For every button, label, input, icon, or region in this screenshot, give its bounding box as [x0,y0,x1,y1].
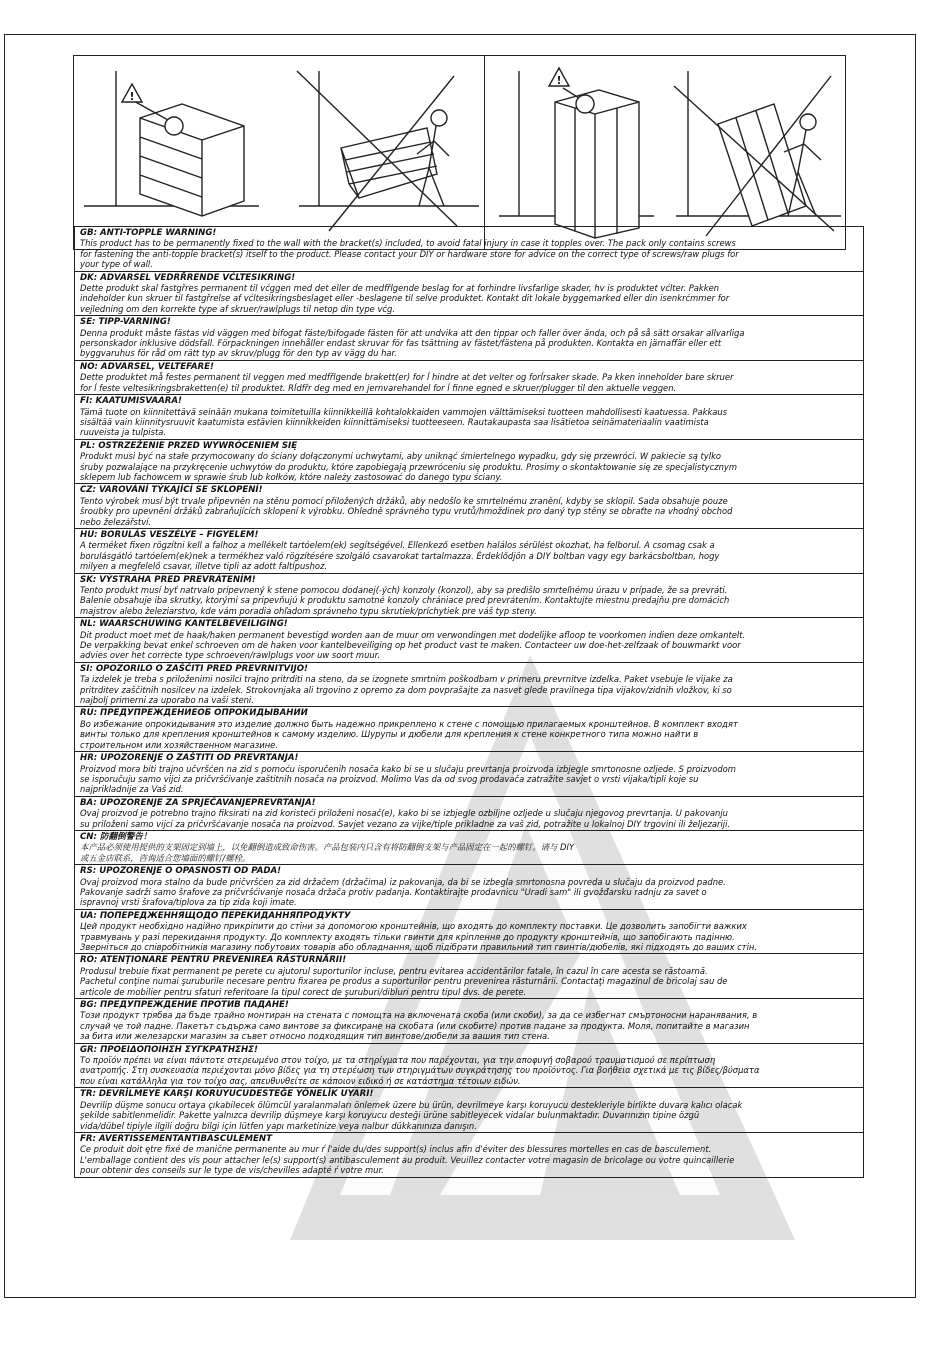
section-body: Dit product moet met de haak/haken permanent bevestigd worden aan de muur om verwondingen met dodelijke afloop te voorkomen indien deze omkantelt. De verpakking bevat enkel schroeven om de haken voor kantelbeveiliging op het product vast te maken. Contacteer uw doe-het-zelfzaak of bouwmarkt voor advies over het correcte type schroeven/rawlplugs voor uw soort muur. [80,629,746,661]
warning-section-rs [75,865,863,910]
warning-section-dk [75,272,863,317]
section-heading: SK: VÝSTRAHA PRED PREVRÁTENÍM! [80,574,256,585]
illustration-divider [484,56,485,249]
warning-icon: ! [129,90,135,103]
section-heading: DK: ADVARSEL VEDRŘRENDE VĆLTESIKRING! [80,272,296,283]
section-body: This product has to be permanently fixed to the wall with the bracket(s) included, to avoid fatal injury in case it topples over. The pack only contains screws for fastening the anti-topple bracket(s) itself to the product. Please contact your DIY or hardware store for advice on the correct type of screws/raw plugs for your type of wall. [80,238,739,270]
section-heading: CN: 防翻倒警告！ [80,831,152,842]
section-body: Во избежание опрокидывания это изделие должно быть надежно прикреплено к стене с помощью прилагаемых кронштейнов. В комплект входят винты только для крепления кронштейнов к самому изделию. Шурупы и дюбели для крепления к стене конкретного типа можно найти в строительном или хозяйственном магазине. [80,718,738,750]
section-body: Devrilip düşme sonucu ortaya çıkabilecek ölümcül yaralanmaları önlemek üzere bu ürün, devrilmeye karşı koruyucu destekleriyle birlikte duvara kalıcı olacak şekilde sabitlenmelidir. Pakette yalnızca devrilip düşmeye karşı koruyucu desteği ürüne sabitleyecek vidalar bulunmaktadır. Duvarınızın tipine özgü vida/dübel tipiyle ilgili doğru bilgi için lütfen yapı marketinize veya nalbur dükkanınıza danışın. [80,1099,743,1131]
section-body: Dette produktet må festes permanent til veggen med medfřlgende brakett(er) for ĺ hindre at det velter og forĺrsaker skade. Pa kken inneholder bare skruer for ĺ feste veltesikringsbraketten(e) til produktet. Rĺdfřr deg med en jernvarehandel for ĺ finne egned e skruer/plugger til den aktuelle veggen. [80,372,734,393]
section-heading: HR: UPOZORENJE O ZAŠTITI OD PREVRTANJA! [80,753,299,764]
section-body: A terméket fixen rögzítni kell a falhoz a mellékelt tartóelem(ek) segítségével. Ellenkező esetben halálos sérülést okozhat, ha felborul. A csomag csak a borulásgátló tartóelem(ek)nek a termékhez való rögzítésére szolgáló csavarokat tartalmazza. Érdeklődjön a DIY boltban vagy egy barkácsboltban, hogy milyen a megfelelő csavar, illetve tipli az adott faltípushoz. [80,540,720,572]
section-heading: PL: OSTRZEŻENIE PRZED WYWRÓCENIEM SIĘ [80,440,298,451]
section-heading: GR: ΠΡΟΕΙΔΟΠΟΙΗΣΗ ΣΥΓΚΡΑΤΗΣΗΣ! [80,1044,258,1055]
warning-section-nl [75,618,863,663]
warning-section-hu [75,529,863,574]
section-body: Ovaj proizvod mora stalno da bude pričvršćen za zid držačem (držačima) iz pakovanja, da bi se izbegla smrtonosna povreda u slučaju da proizvod padne. Pakovanje sadrži samo šrafove za pričvršćivanje nosača držača protiv padanja. Kontaktirajte prodavnicu "Uradi sam" ili gvožđarsku radnju za savet o ispravnoj vrsti šrafova/tiplova za tip zida koji imate. [80,876,726,908]
warning-section-se [75,316,863,361]
section-body: Το προϊόν πρέπει να είναι πάντοτε στερεωμένο στον τοίχο, με τα στηρίγματα που παρέχονται, για την αποφυγή σοβαρού τραυματισμού σε περίπτωση ανατροπής. Στη συσκευασία περιέχονται μόνο βίδες για τη στερέωση των στηριγμάτων συγκράτησης του προϊόντος. Για βοήθεια σχετικά με τις βίδες/βύσματα που είναι κατάλληλα για τον τοίχο σας, απευθυνθείτε σε κάποιον ειδικό ή σε κατάστημα τέτοιων ειδών. [80,1055,760,1086]
section-heading: SE: TIPP-VARNING! [80,317,171,328]
section-body: Ovaj proizvod je potrebno trajno fiksirati na zid koristeći priloženi nosač(e), kako bi se izbjegle ozbiljne ozljede u slučaju njegovog prevrtanja. U pakovanju su priloženi samo vijci za pričvršćavanje nosača na proizvod. Savjet vezano za vijke/tiple prikladne za vaš zid, potražite u lokalnoj DIY trgovini ili željezariji. [80,808,731,829]
warning-section-ba [75,797,863,831]
warning-section-si [75,663,863,708]
section-heading: BA: UPOZORENJE ZA SPRJEČAVANJEPREVRTANJA! [80,797,316,808]
section-heading: TR: DEVRİLMEYE KARŞI KORUYUCUDESTEĞE YÖNELİK UYARI! [80,1089,374,1100]
section-body: Ce produit doit ętre fixé de manične permanente au mur ŕ l'aide du/des support(s) inclus afin d'éviter des blessures mortelles en cas de basculement. L'emballage contient des vis pour attacher le(s) support(s) antibasculement au produit. Veuillez contacter votre magasin de bricolage ou votre quincaillerie pour obtenir des conseils sur le type de vis/chevilles adapté ŕ votre mur. [80,1144,735,1176]
section-heading: UA: ПОПЕРЕДЖЕННЯЩОДО ПЕРЕКИДАННЯПРОДУКТУ [80,910,351,921]
section-body: Dette produkt skal fastgřres permanent til vćggen med det eller de medfřlgende beslag for at forhindre livsfarlige skader, hv is produktet vćlter. Pakken indeholder kun skruer til fastgřrelse af vćltesikringsbeslaget eller -beslagene til selve produktet. Kontakt dit lokale byggemarked eller din isenkrćmmer for vejledning om den korrekte type af skruer/rawlplugs til netop din type vćg. [80,283,730,314]
warning-section-pl [75,440,863,485]
section-heading: HU: BORULÁS VESZÉLYE – FIGYELEM! [80,529,259,540]
wardrobe-secured-illustration [489,56,664,249]
wardrobe-toppling-illustration [666,56,845,249]
section-heading: BG: ПРЕДУПРЕЖДЕНИЕ ПРОТИВ ПАДАНЕ! [80,1000,289,1011]
section-heading: RS: UPOZORENJE O OPASNOSTI OD PADA! [80,866,282,877]
section-heading: CZ: VAROVÁNÍ TÝKAJÍCÍ SE SKLOPENÍ! [80,485,263,496]
section-heading: FR: AVERTISSEMENTANTIBASCULEMENT [80,1133,272,1144]
section-body: Ta izdelek je treba s priloženimi nosilci trajno pritrditi na steno, da se izognete smrtnim poškodbam v primeru prevrnitve izdelka. Paket vsebuje le vijake za pritrditev zaščitnih nosilcev na izdelek. Strokovnjaka ali trgovino z opremo za dom povprašajte za nasvet glede pravilnega tipa vijakov/zidnih vložkov, ki so najbolj primerni za uporabo na vaši steni. [80,674,733,706]
section-body: Proizvod mora biti trajno učvršćen na zid s pomoću isporučenih nosača kako bi se u slučaju prevrtanja proizvoda izbjegle smrtonosne ozljede. S proizvodom se isporučuju samo vijci za pričvršćivanje zaštitnih nosača na proizvod. Molimo Vas da od svog prodavača zatražite savjet o vrsti vijaka/tipli koje su najprikladnije za Vaš zid. [80,763,736,795]
warning-section-hr [75,752,863,797]
section-body: Този продукт трябва да бъде трайно монтиран на стената с помощта на включената скоба (или скоби), за да се избегнат смъртоносни наранявания, в случай че той падне. Пакетът съдържа само винтове за фиксиране на скобата (или скобите) против падане за продукта. Моля, попитайте в магазин за бита или железарски магазин за съвет относно подходящия тип винтове/дюбели за вашия тип стена. [80,1010,758,1042]
illustration-panel [73,55,846,250]
warning-section-cn [75,831,863,865]
warning-section-bg [75,999,863,1044]
section-body: Цей продукт необхідно надійно прикріпити до стіни за допомогою кронштейнів, що входять до комплекту поставки. Це дозволить запобігти важких травмувань у разі перекидання продукту. До комплекту входять тільки гвинти для кріплення до продукту кронштейнів, що запобігають падінню. Зверніться до співробітників магазину побутових товарів або обладнання, щоб підібрати правильний тип гвинтів/дюбелів, які підходять до ваших стін. [80,921,758,952]
section-heading: FI: KAATUMISVAARA! [80,396,182,407]
warning-section-ua [75,910,863,955]
warning-text-table [74,226,864,1178]
section-body: Denna produkt måste fästas vid väggen med bifogat fäste/bifogade fästen för att undvika att den tippar och faller över ända, och på så sätt orsakar allvarliga personskador inklusive dödsfall. Förpackningen innehåller endast skruvar för fas tsättning av fästet/fästena på produkten. Kontakta en järnaffär eller ett byggvaruhus för råd om rätt typ av skruv/plugg för den typ av vägg du har. [80,327,745,359]
section-body: Tento produkt musí byť natrvalo pripevnený k stene pomocou dodanej(-ých) konzoly (konzol), aby sa predišlo smrteľnému úrazu v prípade, že sa prevráti. Balenie obsahuje iba skrutky, ktorými sa pripevňujú k produktu samotné konzoly chrániace pred prevrátením. Kontaktujte miestnu predajňu pre domácich majstrov alebo železiarstvo, kde vám poradia ohľadom správneho typu skrutiek/príchytiek pre váš typ steny. [80,585,730,616]
section-body: Produsul trebuie fixat permanent pe perete cu ajutorul suporturilor incluse, pentru evitarea accidentărilor fatale, în cazul în care acesta se răstoarnă. Pachetul conţine numai şuruburile necesare pentru fixarea pe produs a suporturilor pentru prevenirea răsturnării. Contactaţi magazinul de bricolaj sau de articole de mobilier pentru sfaturi referitoare la tipul corect de şuruburi/dibluri pentru tipul dvs. de perete. [80,965,728,997]
section-body: Produkt musi być na stałe przymocowany do ściany dołączonymi uchwytami, aby uniknąć śmiertelnego wypadku, gdy się przewróci. W pakiecie są tylko śruby pozwalające na przykręcenie uchwytów do produktu, które zapobiegają przewróceniu się produktu. Prosimy o skontaktowanie się ze specjalistycznym sklepem lub fachowcem w sprawie śrub lub kołków, które należy zastosować do danego typu ściany. [80,451,738,482]
warning-section-ru [75,707,863,752]
warning-section-no [75,361,863,395]
section-body: Tento výrobek musí být trvale připevněn na stěnu pomocí přiložených držáků, aby nedošlo ke smrtelnému zranění, kdyby se sklopil. Sada obsahuje pouze šroubky pro upevnění držáků zabraňujících sklopení k výrobku. Ohledně správného typu vrutů/hmoždinek pro daný typ stěny se obraťte na vhodný obchod nebo železářství. [80,495,733,527]
warning-section-gr [75,1044,863,1089]
warning-section-sk [75,574,863,619]
chest-secured-illustration [74,56,274,249]
warning-section-ro [75,954,863,999]
warning-icon: ! [556,74,562,87]
warning-section-cz [75,484,863,529]
section-heading: NL: WAARSCHUWING KANTELBEVEILIGING! [80,619,288,630]
section-body: 本产品必须使用提供的支架固定到墙上，以免翻倒造成致命伤害。产品包装内只含有将防翻倒支架与产品固定在一起的螺钉。请与 DIY 或五金店联系，咨询适合您墙面的螺钉/螺栓。 [80,842,575,863]
warning-section-tr [75,1088,863,1133]
section-heading: GB: ANTI-TOPPLE WARNING! [80,228,217,238]
section-heading: SI: OPOZORILO O ZAŠČITI PRED PREVRNITVIJO! [80,663,308,674]
section-heading: RO: ATENŢIONARE PENTRU PREVENIREA RĂSTURNĂRII! [80,955,347,966]
chest-toppling-illustration [279,56,484,249]
warning-section-gb [75,227,863,272]
warning-section-fr [75,1133,863,1177]
section-heading: RU: ПРЕДУПРЕЖДЕНИЕОБ ОПРОКИДЫВАНИИ [80,708,308,719]
section-heading: NO: ADVARSEL, VELTEFARE! [80,361,214,372]
warning-section-fi [75,395,863,440]
section-body: Tämä tuote on kiinnitettävä seinään mukana toimitetuilla kiinnikkeillä kohtalokkaiden vammojen välttämiseksi tuotteen mahdollisesti kaatuessa. Pakkaus sisältää vain kiinnitysruuvit kaatumista estävien kiinnikkeiden kiinnittämiseksi tuotteeseen. Rautakaupasta saa lisätietoa seinämateriaalin vaatimista ruuveista ja tulpista. [80,406,728,438]
